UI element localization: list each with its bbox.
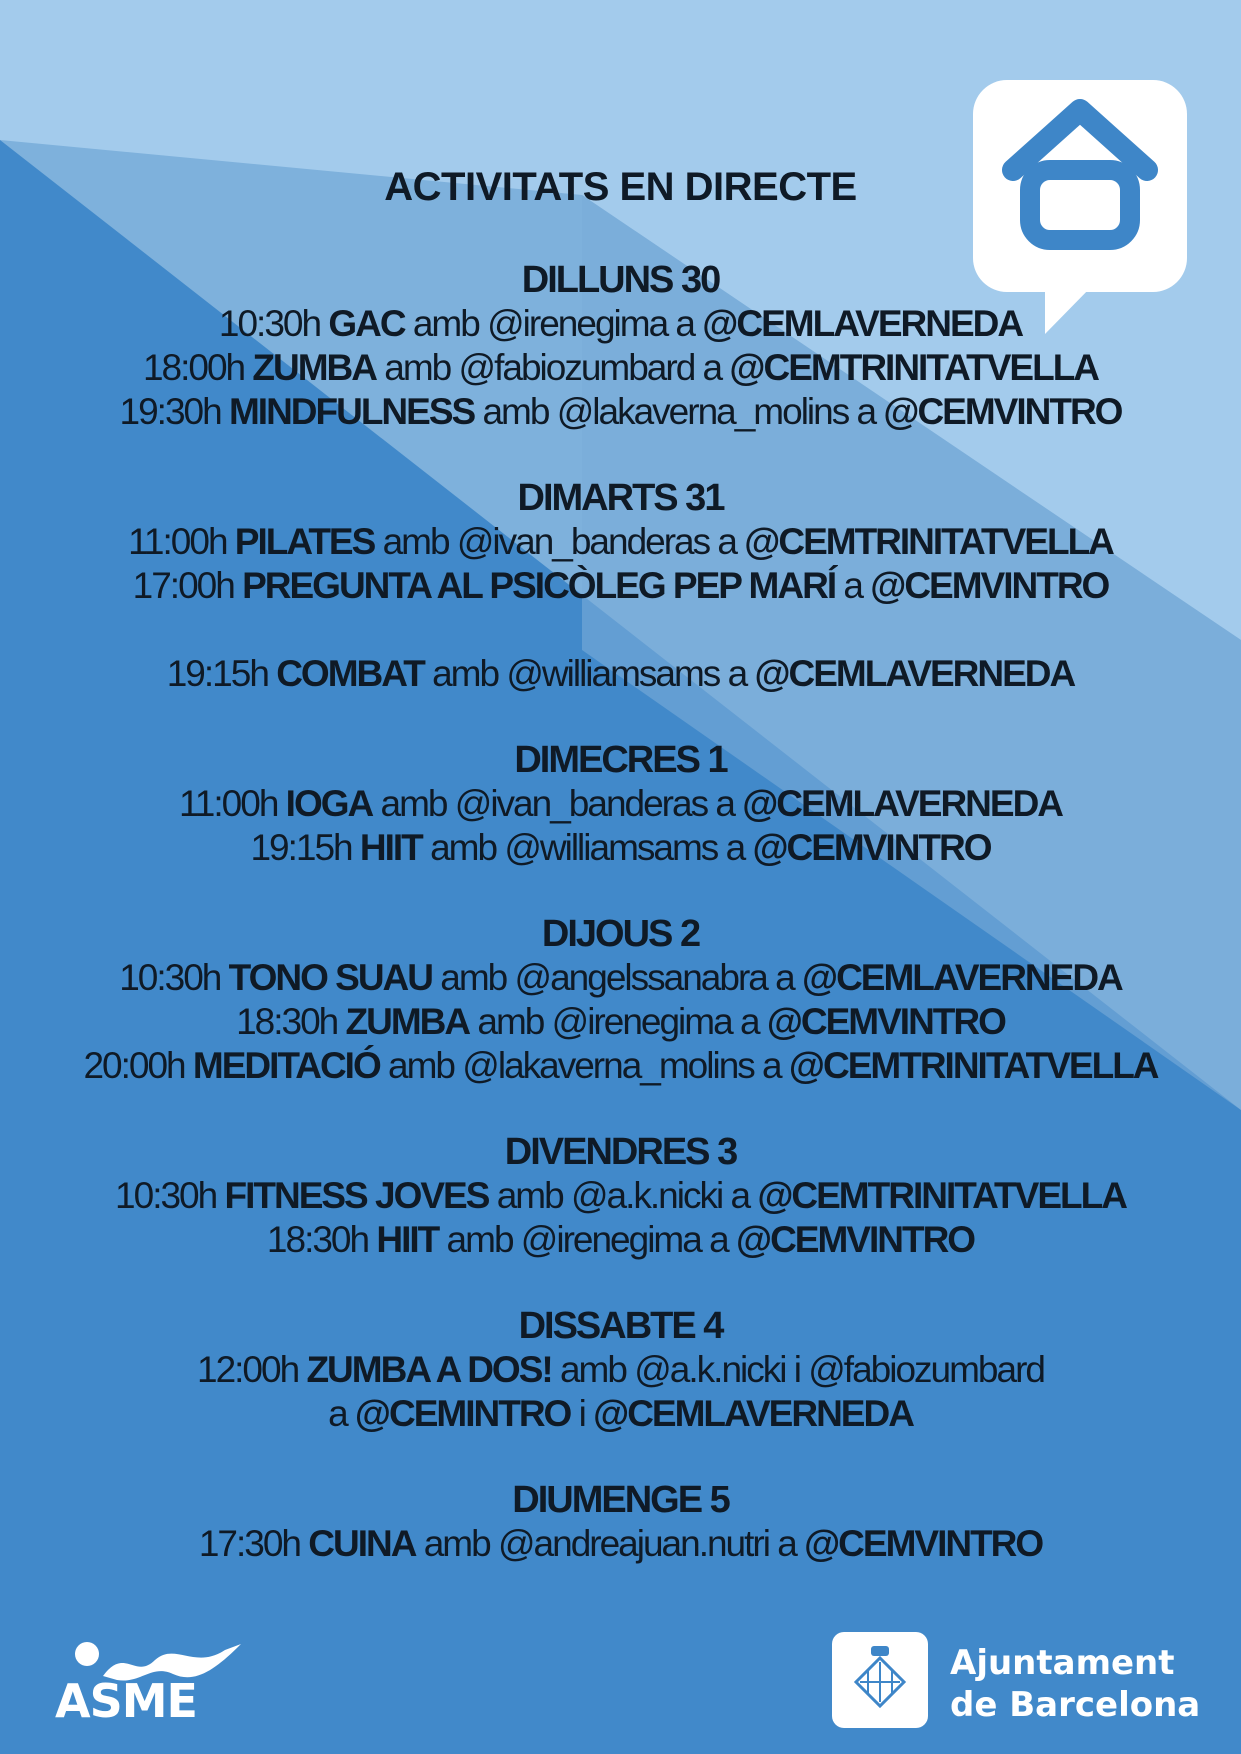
activity-venue: @CEMVINTRO xyxy=(870,565,1109,606)
activity-host: a xyxy=(328,1393,347,1434)
activity-name: ZUMBA xyxy=(252,347,376,388)
activity-venue: @CEMLAVERNEDA xyxy=(593,1393,913,1434)
activity-time: 10:30h xyxy=(119,957,221,998)
day-name: DIVENDRES 3 xyxy=(504,1131,737,1173)
activity-time: 17:00h xyxy=(132,565,234,606)
activity-conj: i xyxy=(578,1393,585,1434)
activity-line xyxy=(40,1348,1201,1392)
activity-time: 19:30h xyxy=(119,391,221,432)
activity-time: 18:30h xyxy=(266,1219,369,1260)
activity-name: HIIT xyxy=(376,1219,439,1260)
activity-host: amb @lakaverna_molins a xyxy=(482,391,876,432)
activity-line xyxy=(40,1044,1201,1088)
asme-logo-text: ASME xyxy=(55,1674,197,1728)
activity-time: 17:30h xyxy=(198,1523,300,1564)
activity-name: ZUMBA xyxy=(345,1001,470,1042)
activity-line xyxy=(40,1392,1201,1436)
activity-line xyxy=(40,826,1201,870)
activity-time: 11:00h xyxy=(128,521,227,562)
day-section xyxy=(40,258,1201,434)
activity-name: HIIT xyxy=(359,827,422,868)
activity-venue: @CEMLAVERNEDA xyxy=(742,783,1063,824)
activity-time: 18:30h xyxy=(236,1001,338,1042)
activity-host: amb @ivan_banderas a xyxy=(380,783,734,824)
day-name: DIMECRES 1 xyxy=(514,739,727,781)
activity-venue: @CEMVINTRO xyxy=(735,1219,975,1260)
activity-venue: @CEMINTRO xyxy=(354,1393,571,1434)
activity-name: PILATES xyxy=(234,521,375,562)
activity-host: amb @angelssanabra a xyxy=(440,957,794,998)
spacer xyxy=(40,608,1201,652)
activity-line xyxy=(40,1522,1201,1566)
activity-venue: @CEMTRINITATVELLA xyxy=(729,347,1099,388)
activity-venue: @CEMLAVERNEDA xyxy=(702,303,1023,344)
activity-time: 18:00h xyxy=(142,347,245,388)
ajuntament-name: Ajuntament de Barcelona xyxy=(950,1643,1201,1725)
activity-name: FITNESS JOVES xyxy=(224,1175,489,1216)
activity-host: a xyxy=(843,565,862,606)
activity-time: 10:30h xyxy=(115,1175,217,1216)
activity-line xyxy=(40,1000,1201,1044)
activity-line xyxy=(40,390,1201,434)
activity-host: amb @lakaverna_molins a xyxy=(388,1045,781,1086)
activity-time: 20:00h xyxy=(83,1045,185,1086)
day-name: DILLUNS 30 xyxy=(521,259,720,301)
activity-line xyxy=(40,564,1201,608)
activity-venue: @CEMVINTRO xyxy=(752,827,991,868)
activity-host: amb @williamsams a xyxy=(430,827,745,868)
activity-venue: @CEMLAVERNEDA xyxy=(801,957,1122,998)
day-section xyxy=(40,1304,1201,1436)
activity-venue: @CEMTRINITATVELLA xyxy=(757,1175,1126,1216)
activity-line xyxy=(40,346,1201,390)
day-section xyxy=(40,738,1201,870)
activity-name: MINDFULNESS xyxy=(228,391,475,432)
activity-venue: @CEMVINTRO xyxy=(804,1523,1043,1564)
activity-host: amb @ivan_banderas a xyxy=(382,521,736,562)
day-name: DISSABTE 4 xyxy=(518,1305,723,1347)
activity-name: MEDITACIÓ xyxy=(192,1045,380,1086)
activity-time: 19:15h xyxy=(166,653,268,694)
day-name: DIMARTS 31 xyxy=(517,477,724,519)
activity-host: amb @fabiozumbard a xyxy=(384,347,722,388)
activity-line xyxy=(40,1174,1201,1218)
day-section xyxy=(40,476,1201,696)
schedule xyxy=(40,165,1201,1608)
day-section xyxy=(40,1130,1201,1262)
activity-line xyxy=(40,652,1201,696)
activity-venue: @CEMLAVERNEDA xyxy=(754,653,1075,694)
activity-time: 19:15h xyxy=(250,827,352,868)
ajuntament-logo xyxy=(832,1632,1212,1732)
day-section xyxy=(40,1478,1201,1566)
page-title: ACTIVITATS EN DIRECTE xyxy=(384,165,857,209)
activity-host: amb @williamsams a xyxy=(432,653,747,694)
activity-host: amb @andreajuan.nutri a xyxy=(423,1523,796,1564)
activity-name: COMBAT xyxy=(276,653,424,694)
activity-line xyxy=(40,520,1201,564)
day-section xyxy=(40,912,1201,1088)
activity-time: 12:00h xyxy=(197,1349,299,1390)
ajuntament-badge xyxy=(832,1632,928,1728)
activity-name: GAC xyxy=(328,303,405,344)
asme-logo xyxy=(55,1640,245,1728)
days-list xyxy=(40,258,1201,1566)
activity-line xyxy=(40,1218,1201,1262)
activity-name: CUINA xyxy=(308,1523,416,1564)
day-name: DIUMENGE 5 xyxy=(512,1479,729,1521)
activity-host: amb @irenegima a xyxy=(412,303,695,344)
activity-host: amb @a.k.nicki a xyxy=(496,1175,750,1216)
activity-host: amb @irenegima a xyxy=(446,1219,728,1260)
activity-venue: @CEMTRINITATVELLA xyxy=(788,1045,1158,1086)
activity-venue: @CEMTRINITATVELLA xyxy=(744,521,1113,562)
activity-name: TONO SUAU xyxy=(228,957,432,998)
activity-name: ZUMBA A DOS! xyxy=(306,1349,552,1390)
activity-time: 11:00h xyxy=(178,783,278,824)
activity-venue: @CEMVINTRO xyxy=(883,391,1122,432)
activity-host: amb @a.k.nicki i @fabiozumbard xyxy=(559,1349,1044,1390)
day-name: DIJOUS 2 xyxy=(541,913,700,955)
barcelona-crest-icon xyxy=(832,1632,928,1728)
activity-venue: @CEMVINTRO xyxy=(766,1001,1005,1042)
activity-line xyxy=(40,956,1201,1000)
activity-host: amb @irenegima a xyxy=(477,1001,759,1042)
activity-name: IOGA xyxy=(285,783,373,824)
activity-line xyxy=(40,782,1201,826)
activity-name: PREGUNTA AL PSICÒLEG PEP MARÍ xyxy=(242,565,836,606)
activity-line xyxy=(40,302,1201,346)
activity-time: 10:30h xyxy=(218,303,321,344)
